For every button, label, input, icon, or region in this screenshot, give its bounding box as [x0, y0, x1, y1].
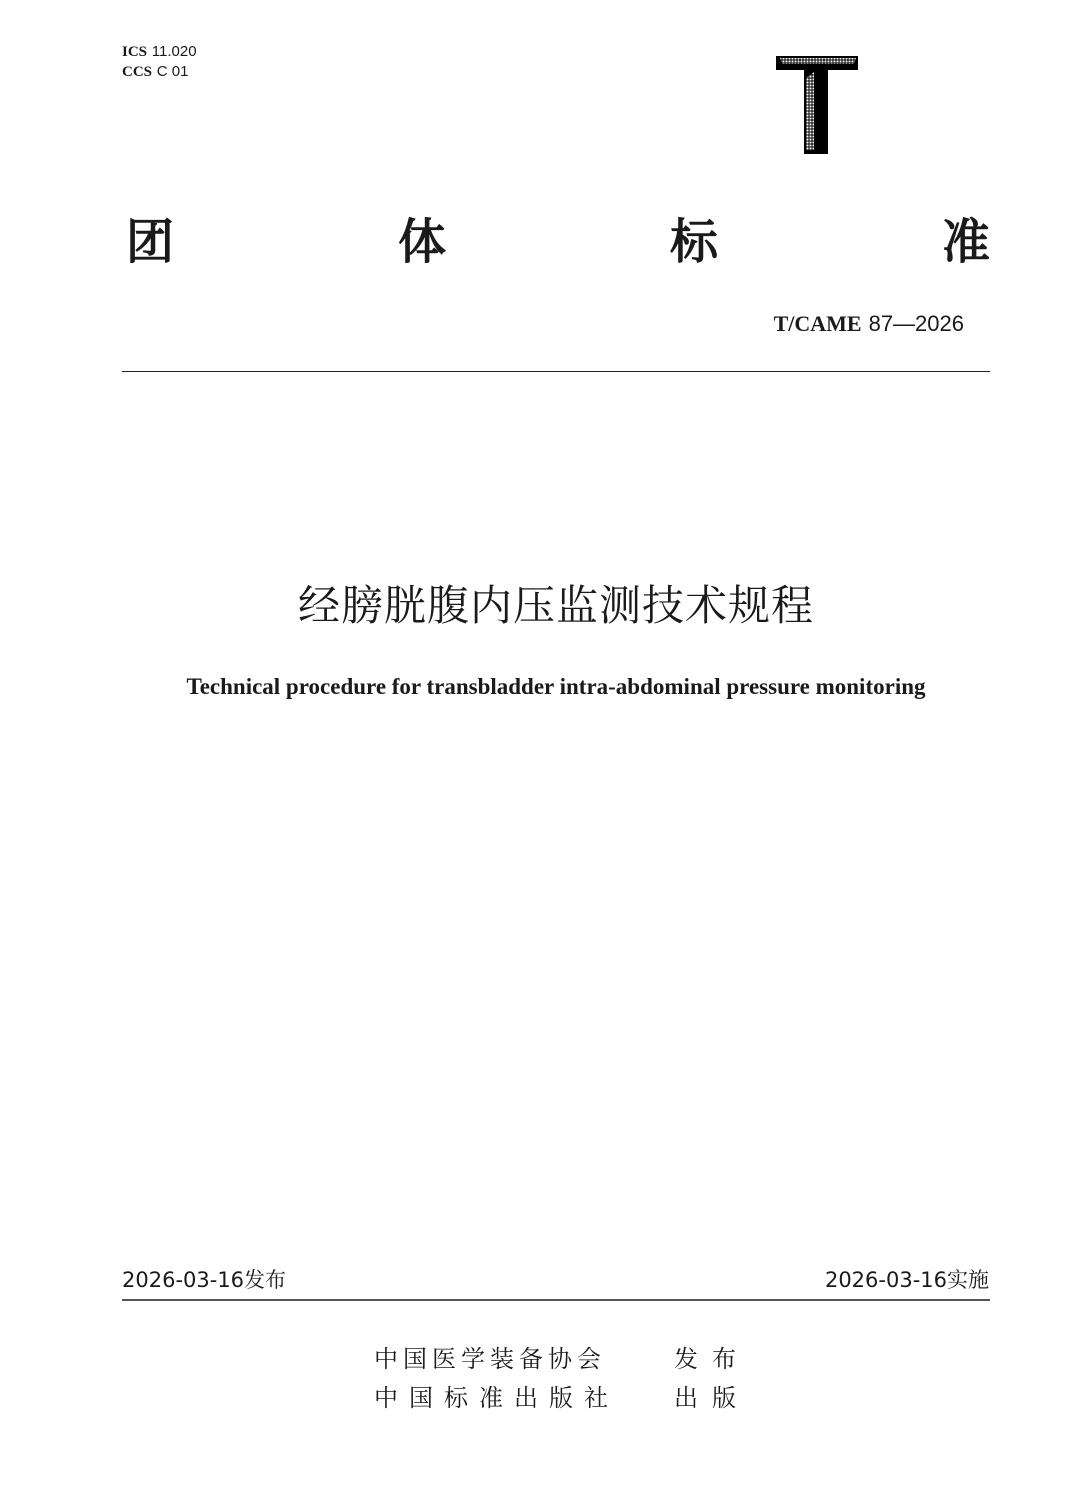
ics-code: [122, 42, 197, 62]
organization-role: 发布: [674, 1345, 750, 1373]
standard-code: 87—2026: [868, 311, 964, 336]
category-char: 体: [397, 214, 446, 270]
t-standard-logo-icon: [776, 54, 858, 156]
footer-divider: [122, 1299, 990, 1301]
standard-number: [774, 310, 964, 339]
organization-name: 中国标准出版社: [374, 1384, 619, 1412]
organizations: [374, 1340, 750, 1418]
organization-role: 出版: [674, 1384, 750, 1412]
english-title: Technical procedure for transbladder intra-abdominal pressure monitoring: [186, 674, 926, 699]
ccs-code: [122, 62, 197, 82]
ics-label: ICS: [122, 44, 148, 60]
ccs-label: CCS: [122, 64, 153, 80]
ccs-value: C 01: [156, 63, 189, 80]
chinese-title: 经膀胱腹内压监测技术规程: [297, 581, 814, 630]
ics-value: 11.020: [151, 43, 197, 60]
issue-date: 2026-03-16发布: [122, 1268, 287, 1292]
header-divider: [122, 371, 990, 372]
classification-codes: [122, 42, 197, 82]
category-char: 准: [941, 214, 990, 270]
standard-prefix: T/CAME: [773, 311, 862, 336]
category-char: 标: [669, 214, 718, 270]
implementation-date: 2026-03-16实施: [824, 1268, 989, 1292]
organization-row: [374, 1340, 750, 1379]
category-char: 团: [126, 214, 175, 270]
organization-row: [374, 1379, 750, 1418]
document-category: [126, 212, 990, 272]
organization-name: 中国医学装备协会: [374, 1345, 606, 1373]
